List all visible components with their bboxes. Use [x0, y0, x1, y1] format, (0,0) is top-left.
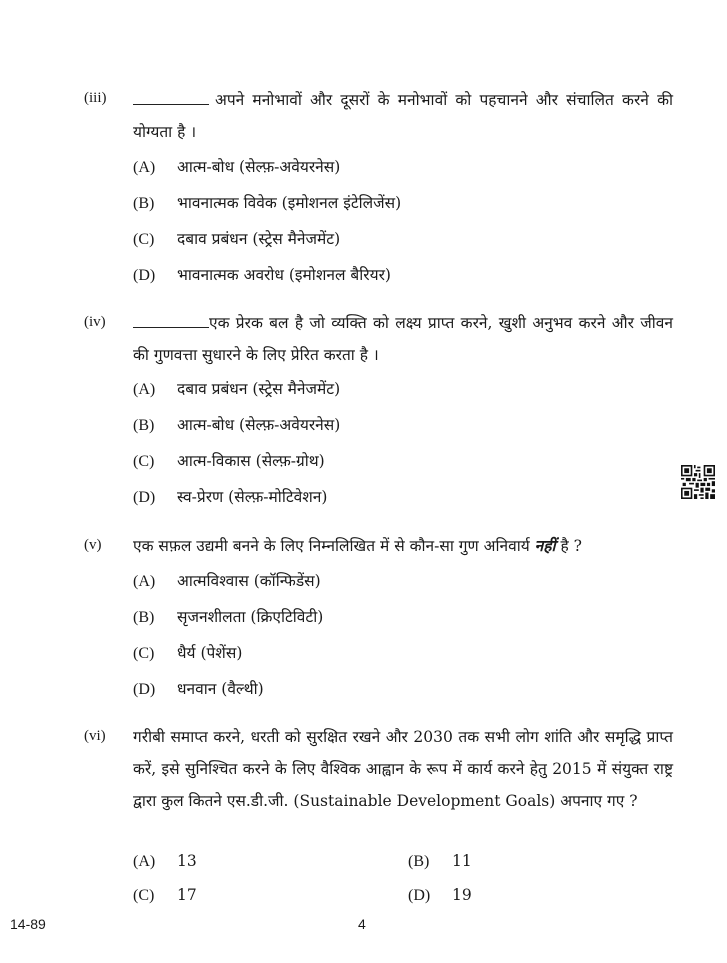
- question-stem: [133, 84, 673, 148]
- question-number: (vi): [84, 728, 106, 744]
- option-c: [133, 884, 197, 906]
- emphasis-not: नहीं: [534, 536, 556, 555]
- option-d: [133, 678, 264, 700]
- fill-blank: [133, 313, 209, 328]
- option-label: (C): [133, 887, 155, 904]
- option-text: आत्मविश्वास (कॉन्फिडेंस): [177, 572, 321, 590]
- option-d: [133, 264, 391, 286]
- question-stem: [133, 530, 673, 562]
- option-a: [133, 156, 340, 178]
- option-text: आत्म-विकास (सेल्फ़-ग्रोथ): [177, 452, 325, 470]
- option-text: सृजनशीलता (क्रिएटिविटी): [177, 608, 324, 626]
- option-text: दबाव प्रबंधन (स्ट्रेस मैनेजमेंट): [177, 230, 341, 248]
- option-label: (B): [133, 417, 155, 434]
- option-text: दबाव प्रबंधन (स्ट्रेस मैनेजमेंट): [177, 380, 341, 398]
- option-b: [133, 192, 401, 214]
- option-c: [133, 228, 340, 250]
- option-a: [133, 570, 321, 592]
- option-label: (D): [133, 267, 156, 284]
- option-text: भावनात्मक विवेक (इमोशनल इंटेलिजेंस): [177, 194, 402, 212]
- option-label: (A): [133, 159, 156, 176]
- option-label: (C): [133, 645, 155, 662]
- option-text: भावनात्मक अवरोध (इमोशनल बैरियर): [177, 266, 391, 284]
- question-text: एक सफ़ल उद्यमी बनने के लिए निम्नलिखित में से कौन-सा गुण अनिवार्य: [133, 537, 530, 555]
- option-c: [133, 450, 325, 472]
- option-b: [133, 606, 323, 628]
- option-text: धनवान (वैल्थी): [177, 680, 264, 698]
- option-label: (D): [133, 681, 156, 698]
- option-text: आत्म-बोध (सेल्फ़-अवेयरनेस): [177, 416, 341, 434]
- option-b: [133, 414, 340, 436]
- option-text: 11: [452, 852, 472, 870]
- question-number: (iv): [84, 314, 106, 330]
- question-number: (v): [84, 537, 102, 553]
- option-label: (A): [133, 381, 156, 398]
- question-text: अपने मनोभावों और दूसरों के मनोभावों को पहचानने और संचालित करने की योग्यता है ।: [133, 91, 673, 141]
- question-stem: गरीबी समाप्त करने, धरती को सुरक्षित रखने और 2030 तक सभी लोग शांति और समृद्धि प्राप्त करें, इसे सुनिश्चित करने के लिए वैश्विक आह्वान के रूप में कार्य करने हेतु 2015 में संयुक्त राष्ट्र द्वारा कुल कितने एस.डी.जी. (Sustainable Development Goals) अपनाए गए ?: [133, 728, 673, 810]
- question-text-end: है ?: [560, 537, 582, 555]
- option-text: स्व-प्रेरण (सेल्फ़-मोटिवेशन): [177, 488, 328, 506]
- option-b: [408, 850, 472, 872]
- qr-code-icon: [681, 465, 715, 499]
- option-d: [133, 486, 327, 508]
- option-label: (D): [133, 489, 156, 506]
- option-text: 13: [177, 852, 197, 870]
- option-text: 17: [177, 886, 197, 904]
- option-label: (C): [133, 453, 155, 470]
- option-label: (A): [133, 573, 156, 590]
- option-label: (A): [133, 853, 156, 870]
- fill-blank: [133, 90, 209, 105]
- option-label: (B): [133, 609, 155, 626]
- option-label: (B): [133, 195, 155, 212]
- question-stem: [133, 307, 673, 371]
- option-text: आत्म-बोध (सेल्फ़-अवेयरनेस): [177, 158, 341, 176]
- question-text: एक प्रेरक बल है जो व्यक्ति को लक्ष्य प्राप्त करने, खुशी अनुभव करने और जीवन की गुणवत्ता सुधारने के लिए प्रेरित करता है ।: [133, 314, 673, 364]
- option-d: [408, 884, 472, 906]
- option-text: 19: [452, 886, 472, 904]
- paper-code: 14-89: [10, 916, 46, 932]
- option-c: [133, 642, 242, 664]
- page-number: 4: [358, 916, 366, 932]
- option-label: (D): [408, 887, 431, 904]
- option-a: [133, 378, 340, 400]
- question-number: (iii): [84, 90, 107, 106]
- option-label: (C): [133, 231, 155, 248]
- option-label: (B): [408, 853, 430, 870]
- option-a: [133, 850, 197, 872]
- option-text: धैर्य (पेशेंस): [177, 644, 243, 662]
